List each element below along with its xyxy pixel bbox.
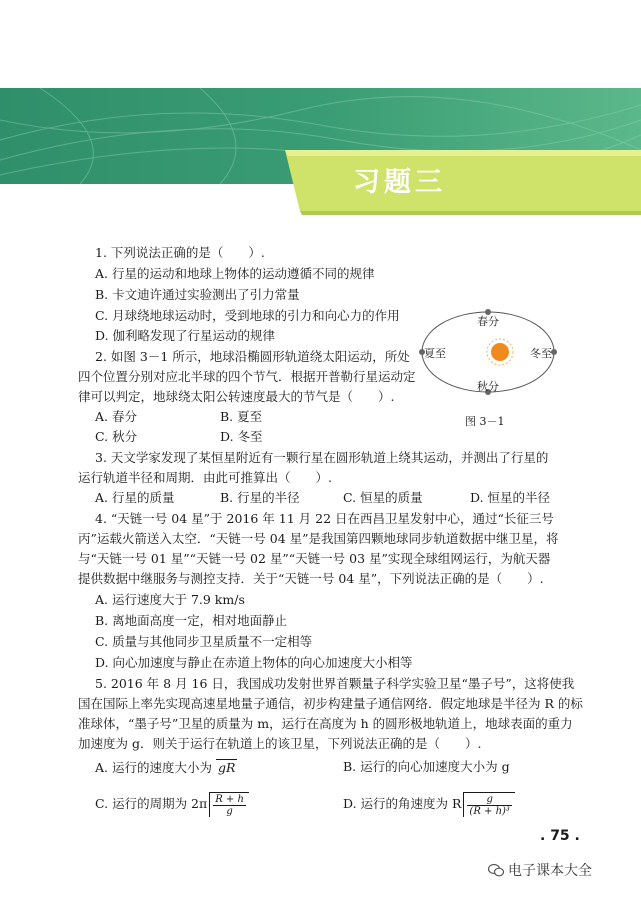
q3-option-b: B. 行星的半径: [220, 490, 300, 505]
label-spring: 春分: [477, 315, 499, 328]
q5-option-a-expr: gR: [217, 760, 236, 775]
q1-option-d: D. 伽利略发现了行星运动的规律: [95, 328, 276, 343]
q5-option-d-text: D. 运行的角速度为 R: [343, 796, 462, 811]
q2-option-b: B. 夏至: [220, 409, 263, 424]
q1-option-c: C. 月球绕地球运动时，受到地球的引力和向心力的作用: [95, 308, 400, 323]
q5-option-d-numerator: g: [467, 794, 512, 806]
q4-line-2: 丙”运载火箭送入太空．“天链一号 04 星”是我国第四颗地球同步轨道数据中继卫星，将: [78, 531, 559, 546]
label-summer: 夏至: [424, 347, 446, 360]
label-autumn: 秋分: [477, 380, 499, 393]
q2-line-2: 四个位置分别对应北半球的四个节气．根据开普勒行星运动定: [78, 369, 416, 384]
q5-option-c-denominator: g: [226, 806, 233, 817]
page-title: 习题三: [353, 167, 446, 198]
watermark-text: 电子课本大全: [508, 863, 592, 879]
q5-option-d-denominator: (R + h)³: [469, 806, 510, 817]
q5-option-c: [95, 792, 249, 817]
q1-stem: 1. 下列说法正确的是（ ）.: [95, 245, 265, 260]
label-winter: 冬至: [530, 347, 552, 360]
wechat-icon: [488, 863, 504, 877]
sun-icon: [491, 343, 509, 361]
q2-option-a: A. 春分: [95, 409, 137, 424]
q4-option-c: C. 质量与其他同步卫星质量不一定相等: [95, 634, 313, 649]
header-banner: [0, 0, 641, 215]
q2-option-d: D. 冬至: [220, 429, 263, 444]
q5-option-a-text: A. 运行的速度大小为: [95, 760, 212, 775]
page-number: . 75 .: [540, 828, 580, 844]
q5-option-a: [95, 759, 237, 776]
q5-option-d-radical: [463, 792, 515, 817]
q4-line-4: 提供数据中继服务与测控支持．关于“天链一号 04 星”，下列说法正确的是（ ）.: [78, 571, 544, 586]
q2-line-1: 2. 如图 3－1 所示，地球沿椭圆形轨道绕太阳运动，所处: [95, 349, 410, 364]
q5-line-3: 准球体，“墨子号”卫星的质量为 m，运行在高度为 h 的圆形极地轨道上，地球表面的重力: [78, 716, 573, 731]
q1-option-b: B. 卡文迪许通过实验测出了引力常量: [95, 287, 300, 302]
q5-line-4: 加速度为 g．则关于运行在轨道上的该卫星，下列说法正确的是（ ）.: [78, 736, 482, 751]
q3-line-2: 运行轨道半径和周期．由此可推算出（ ）.: [78, 470, 332, 485]
q3-option-d: D. 恒星的半径: [470, 490, 551, 505]
q5-line-1: 5. 2016 年 8 月 16 日，我国成功发射世界首颗量子科学实验卫星“墨子号”，这将使我: [95, 676, 575, 691]
q5-line-2: 国在国际上率先实现高速星地量子通信，初步构建量子通信网络．假定地球是半径为 R 的标: [78, 696, 583, 711]
q2-line-3: 律可以判定，地球绕太阳公转速度最大的节气是（ ）.: [78, 389, 395, 404]
q5-option-d: [343, 792, 515, 817]
q4-option-b: B. 离地面高度一定，相对地面静止: [95, 613, 288, 628]
q4-line-1: 4. “天链一号 04 星”于 2016 年 11 月 22 日在西昌卫星发射中心，通过“长征三号: [95, 511, 554, 526]
q5-option-b: B. 运行的向心加速度大小为 g: [343, 759, 510, 774]
q5-option-c-numerator: R + h: [215, 794, 244, 805]
q4-line-3: 与“天链一号 01 星”“天链一号 02 星”“天链一号 03 星”实现全球组网运行，为航天器: [78, 551, 551, 566]
q5-option-c-radical: [209, 792, 249, 817]
q3-line-1: 3. 天文学家发现了某恒星附近有一颗行星在圆形轨道上绕其运动，并测出了行星的: [95, 450, 549, 465]
q2-option-c: C. 秋分: [95, 429, 138, 444]
q4-option-a: A. 运行速度大于 7.9 km/s: [95, 592, 245, 607]
q3-option-c: C. 恒星的质量: [343, 490, 423, 505]
watermark: [488, 860, 592, 880]
q4-option-d: D. 向心加速度与静止在赤道上物体的向心加速度大小相等: [95, 655, 413, 670]
q3-option-a: A. 行星的质量: [95, 490, 175, 505]
figure-caption: 图 3－1: [465, 415, 505, 428]
q1-option-a: A. 行星的运动和地球上物体的运动遵循不同的规律: [95, 266, 375, 281]
q5-option-c-text: C. 运行的周期为 2π: [95, 796, 208, 811]
